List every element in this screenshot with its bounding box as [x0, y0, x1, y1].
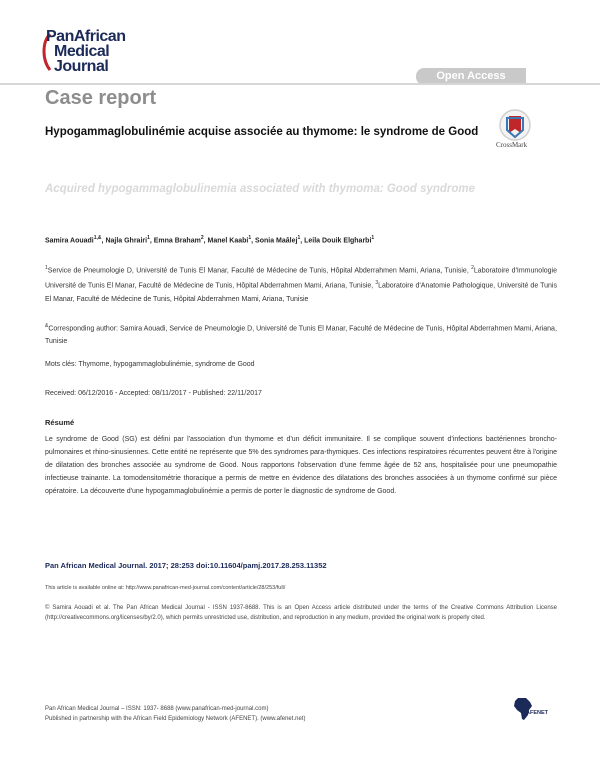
- crossmark-badge[interactable]: [498, 108, 534, 152]
- affiliation-3: Laboratoire d'Anatomie Pathologique, Université de Tunis El Manar, Faculté de Médecine de Tunis, Hôpital Abderrahmen Mami, Ariana, Tunisie: [45, 282, 557, 303]
- crossmark-label: CrossMark: [496, 141, 528, 149]
- affil-sup: 2: [471, 265, 474, 271]
- logo-text-line3: Journal: [54, 58, 109, 75]
- afenet-label: AFENET: [526, 710, 548, 716]
- author-name: Leila Douik Elgharbi: [304, 237, 372, 245]
- africa-map-icon: [512, 696, 534, 722]
- copyright-notice: © Samira Aouadi et al. The Pan African Medical Journal - ISSN 1937-8688. This is an Open Access article distributed under the terms of the Creative Commons Attribution License (http://creativecommons.org/licenses/by/2.0), which permits unrestricted use, distribution, and reproduction in any medium, provided the original work is properly cited.: [45, 605, 557, 621]
- affil-sup: 3: [375, 280, 379, 287]
- afenet-logo: [512, 696, 562, 726]
- resume-text: Le syndrome de Good (SG) est défini par l'association d'un thymome et d'un déficit immunitaire. Il se complique souvent d'infections bactériennes broncho-pulmonaires et rhino-sinusiennes. Cette entité ne représente que 5% des syndromes para-thymiques. Ces infections respiratoires récurrentes peuvent être à l'origine de dilatation des bronches associée au syndrome de Good. Nous rapportons l'observation d'une femme âgée de 52 ans, hospitalisée pour une pneumopathie infectieuse trainante. La tomodensitométrie thoracique a permis de mettre en évidence des dilatations des bronches associées à un thymome confirmé sur pièce opératoire. La découverte d'une hypogammaglobulinémie a permis de porter le diagnostic de syndrome de Good.: [45, 436, 557, 495]
- author-name: Emna Braham: [153, 237, 201, 245]
- author-name: Samira Aouadi: [45, 237, 94, 245]
- author-name: Sonia Maâlej: [255, 237, 298, 245]
- author-name: Najla Ghrairi: [105, 237, 148, 245]
- affiliations: [45, 262, 557, 306]
- author-sup: 1: [248, 235, 252, 241]
- affil-sup: 1: [45, 265, 48, 271]
- article-title: Hypogammaglobulinémie acquise associée au thymome: le syndrome de Good: [45, 126, 479, 138]
- footer-partnership: Published in partnership with the African Field Epidemiology Network (AFENET). (www.afenet.net): [45, 716, 306, 722]
- author-sup: 1: [297, 235, 301, 241]
- footer-issn: Pan African Medical Journal – ISSN: 1937- 8688 (www.panafrican-med-journal.com): [45, 706, 269, 712]
- open-access-badge: Open Access: [416, 68, 526, 85]
- crossmark-icon: [498, 108, 532, 142]
- keywords: Mots clés: Thymome, hypogammaglobulinémie, syndrome de Good: [45, 361, 255, 368]
- author-list: Samira Aouadi$^{1,\&}$, Najla Ghrairi$^1$, Emna Braham$^2$, Manel Kaabi$^1$, Sonia Maâlej$^1$, Leila Douik Elgharbi$^1$: [45, 235, 375, 245]
- article-subtitle-english: Acquired hypogammaglobulinemia associated with thymoma: Good syndrome: [45, 183, 476, 195]
- author-sup: 2: [200, 235, 204, 241]
- citation-line: Pan African Medical Journal. 2017; 28:253 doi:10.11604/pamj.2017.28.253.11352: [45, 561, 327, 570]
- affiliation-1: Service de Pneumologie D, Université de Tunis El Manar, Faculté de Médecine de Tunis, Hôpital Abderrahmen Mami, Ariana, Tunisie,: [47, 267, 469, 275]
- header-divider: [0, 83, 600, 85]
- affiliation-2: Laboratoire d'Immunologie Université de Tunis El Manar, Faculté de Médecine de Tunis, Hôpital Abderrahmen Mami, Ariana, Tunisie,: [45, 267, 557, 290]
- journal-logo: [40, 28, 180, 78]
- corr-sup: &: [45, 323, 49, 329]
- corresponding-author: [45, 320, 557, 348]
- resume-heading: Résumé: [45, 418, 75, 427]
- logo-text-line1: PanAfrican: [46, 28, 126, 45]
- author-name: Manel Kaabi: [207, 237, 249, 245]
- author-sup: 1,&: [93, 235, 102, 241]
- logo-text-line2: Medical: [54, 43, 110, 60]
- availability-link[interactable]: This article is available online at: http://www.panafrican-med-journal.com/content/article/28/253/full/: [45, 585, 286, 591]
- article-dates: Received: 06/12/2016 - Accepted: 08/11/2017 - Published: 22/11/2017: [45, 390, 262, 397]
- article-type-heading: Case report: [45, 87, 157, 109]
- author-sup: 1: [371, 235, 375, 241]
- corresponding-text: Corresponding author: Samira Aouadi, Service de Pneumologie D, Université de Tunis El Manar, Faculté de Médecine de Tunis, Hôpital Abderrahmen Mami, Ariana, Tunisie: [45, 325, 557, 346]
- author-sup: 1: [147, 235, 150, 241]
